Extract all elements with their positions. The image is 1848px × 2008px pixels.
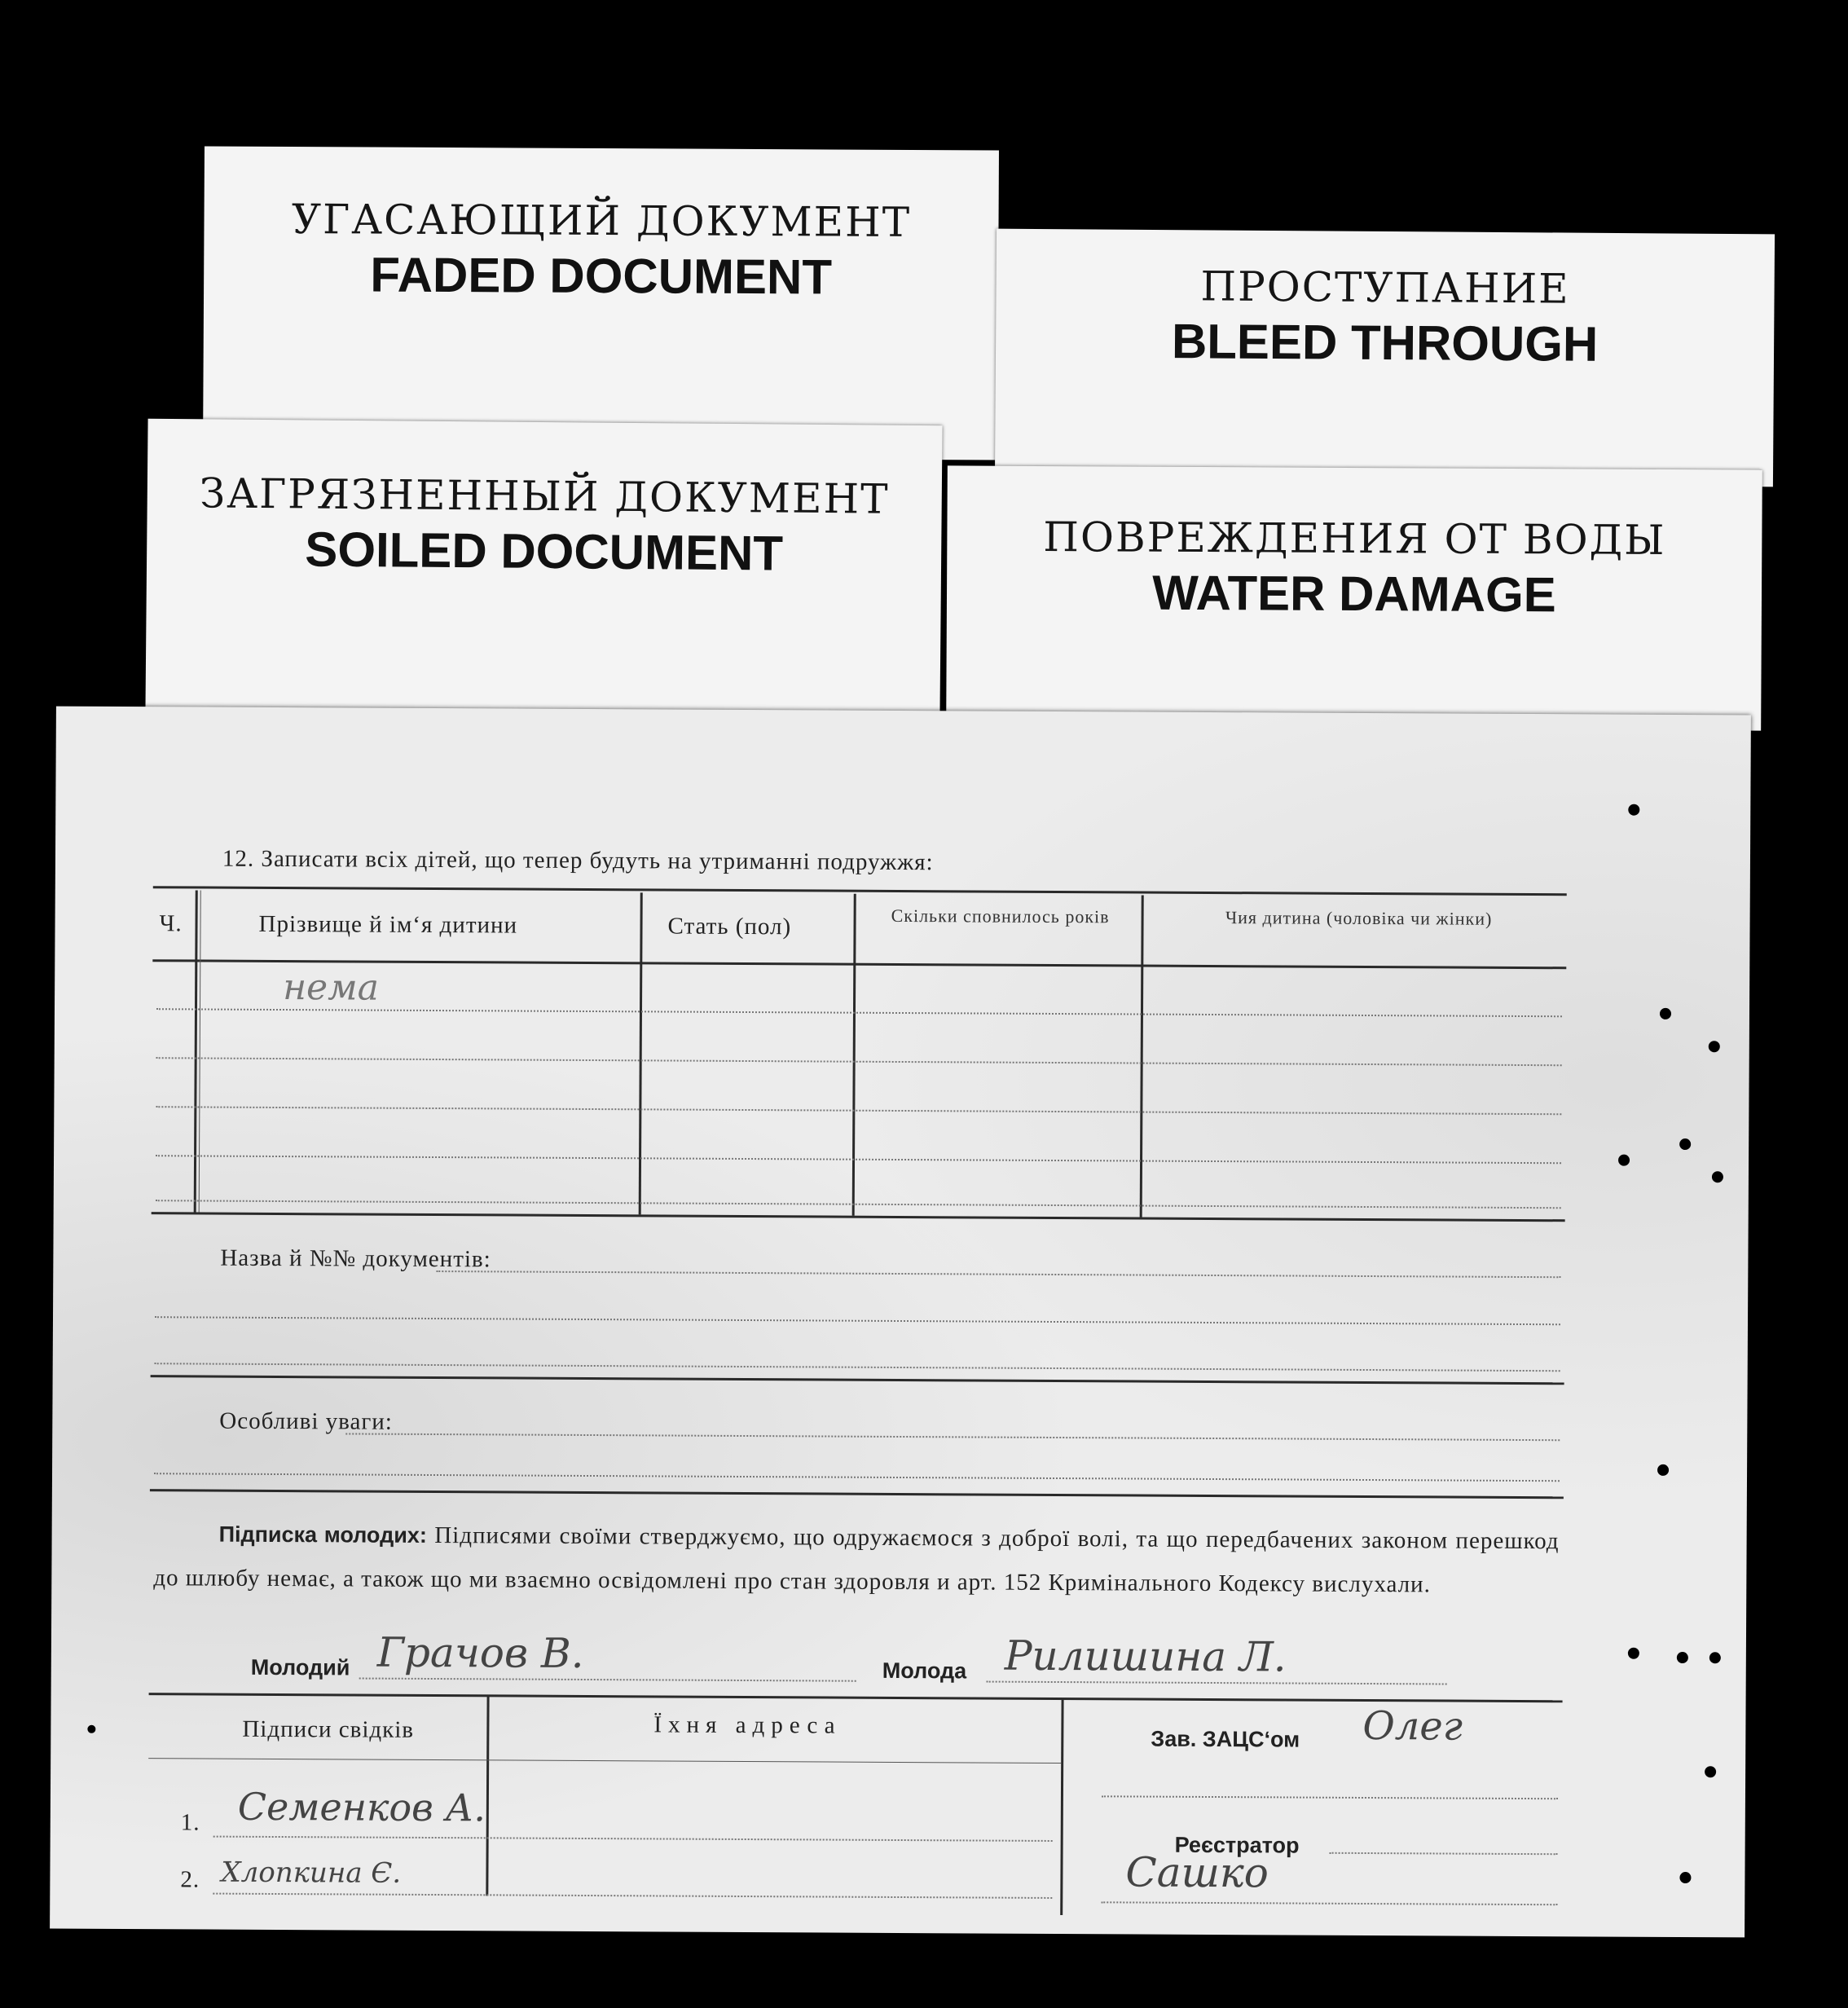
notes-line: [154, 1473, 1560, 1482]
table-row-line: [156, 1008, 1562, 1017]
faded-document-card: [203, 146, 999, 460]
registrar-signature: Сашко: [1125, 1848, 1269, 1897]
head-signature: Олег: [1362, 1702, 1463, 1750]
table-col-divider: [199, 890, 201, 1212]
pledge-text: Підписями своїми стверджуємо, що одружаємося з доброї волі, та що передбачених законом перешкод до шлюбу немає, а також що ми взаємно освідомлені про стан здоровля и арт. 152 Кримінального Кодексу вислухали.: [153, 1522, 1560, 1598]
bottom-block-rule: [149, 1693, 1563, 1702]
card-title-en: BLEED THROUGH: [1171, 314, 1599, 372]
documents-label: Назва й №№ документів:: [220, 1244, 491, 1273]
card-title-ru: УГАСАЮЩИЙ ДОКУМЕНТ: [291, 196, 912, 246]
card-title-ru: ПОВРЕЖДЕНИЯ ОТ ВОДЫ: [1043, 513, 1666, 565]
punch-hole: [1712, 1171, 1723, 1182]
notes-line: [345, 1433, 1560, 1441]
table-bottom-rule: [152, 1212, 1565, 1222]
col-header-number: Ч.: [159, 910, 183, 937]
bottom-header-rule: [148, 1758, 1061, 1764]
col-header-whose: Чия дитина (чоловіка чи жінки): [1225, 907, 1493, 929]
punch-hole: [1709, 1652, 1721, 1663]
table-col-divider: [639, 892, 643, 1214]
registrar-line: [1101, 1901, 1557, 1905]
card-title-ru: ЗАГРЯЗНЕННЫЙ ДОКУМЕНТ: [199, 469, 890, 523]
water-damage-card: [946, 465, 1762, 730]
section-rule: [150, 1489, 1564, 1499]
witness-2-number: 2.: [180, 1866, 200, 1893]
card-title-en: SOILED DOCUMENT: [305, 522, 784, 581]
registrar-label: Реєстратор: [1174, 1832, 1300, 1858]
address-label: Їхня адреса: [653, 1711, 842, 1739]
head-line: [1102, 1795, 1558, 1799]
head-label: Зав. ЗАЦС‘ом: [1151, 1726, 1300, 1752]
pledge-paragraph: [153, 1512, 1560, 1607]
card-title-ru: ПРОСТУПАНИЕ: [1200, 262, 1570, 313]
table-col-divider: [1140, 896, 1144, 1218]
punch-hole: [1628, 1648, 1639, 1659]
bride-line: [987, 1681, 1447, 1685]
punch-hole: [87, 1725, 95, 1733]
registrar-line: [1330, 1852, 1558, 1855]
bride-signature: Рилишина Л.: [1004, 1632, 1287, 1681]
witness-1-signature: Семенков А.: [237, 1784, 486, 1830]
table-col-divider: [852, 894, 856, 1216]
bottom-col-divider: [1060, 1699, 1063, 1915]
punch-hole: [1705, 1766, 1716, 1777]
table-row-line: [156, 1106, 1561, 1115]
table-row-line: [156, 1155, 1561, 1164]
groom-signature: Грачов В.: [376, 1628, 584, 1677]
bottom-col-divider: [486, 1696, 489, 1896]
witness-2-line: [213, 1893, 1052, 1899]
witness-1-number: 1.: [180, 1809, 200, 1836]
punch-hole: [1709, 1041, 1720, 1052]
punch-hole: [1618, 1155, 1630, 1166]
card-title-en: FADED DOCUMENT: [370, 247, 833, 305]
groom-line: [359, 1678, 856, 1682]
soiled-document-card: [145, 419, 942, 719]
table-col-divider: [194, 890, 198, 1212]
notes-label: Особливі уваги:: [219, 1407, 393, 1435]
section-rule: [151, 1375, 1564, 1385]
punch-hole: [1660, 1008, 1671, 1019]
documents-line: [436, 1270, 1560, 1278]
bride-label: Молода: [882, 1658, 967, 1684]
child-entry-handwriting: нема: [283, 967, 380, 1009]
documents-line: [155, 1363, 1560, 1372]
groom-label: Молодий: [250, 1654, 350, 1680]
documents-line: [155, 1316, 1560, 1325]
table-row-line: [156, 1200, 1561, 1209]
marriage-record-sheet: [50, 707, 1751, 1938]
witnesses-label: Підписи свідків: [242, 1715, 415, 1743]
col-header-name: Прізвище й ім‘я дитини: [258, 910, 518, 939]
punch-hole: [1677, 1652, 1688, 1663]
witness-1-line: [213, 1836, 1053, 1842]
punch-hole: [1679, 1138, 1691, 1150]
punch-hole: [1679, 1872, 1691, 1883]
card-title-en: WATER DAMAGE: [1152, 565, 1556, 623]
table-row-line: [156, 1057, 1562, 1066]
col-header-age: Скільки сповнилось років: [891, 905, 1110, 927]
section-12-heading: 12. Записати всіх дітей, що тепер будуть на утриманні подружжя:: [222, 845, 934, 876]
punch-hole: [1657, 1464, 1669, 1476]
witness-2-signature: Хлопкина Є.: [221, 1856, 402, 1890]
pledge-title: Підписка молодих:: [218, 1521, 427, 1548]
table-top-rule: [153, 886, 1567, 896]
col-header-sex: Стать (пол): [667, 913, 792, 940]
bleed-through-card: [995, 229, 1775, 487]
punch-hole: [1628, 804, 1639, 816]
